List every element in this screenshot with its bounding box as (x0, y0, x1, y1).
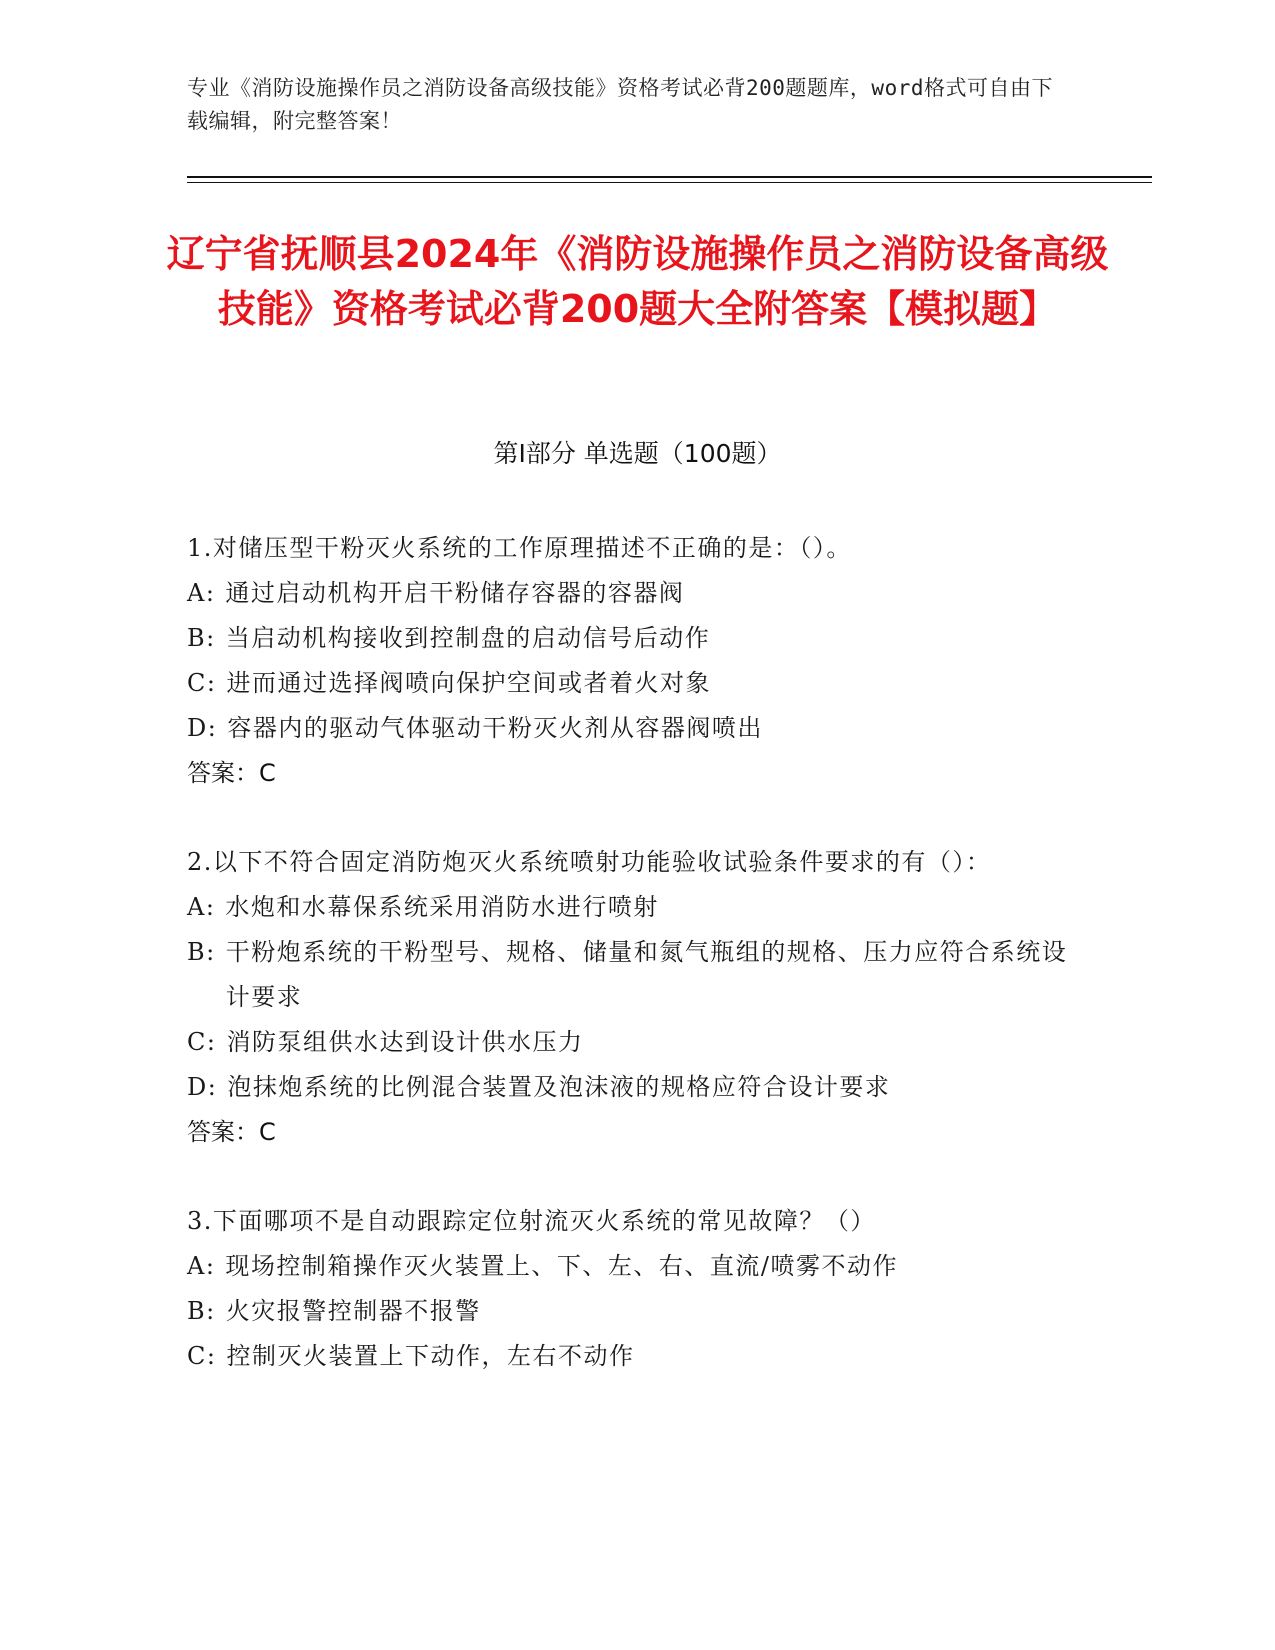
option-text: 控制灭火装置上下动作，左右不动作 (226, 1342, 635, 1370)
option-c (187, 1020, 1077, 1065)
option-key: D: (187, 1073, 218, 1101)
option-text: 现场控制箱操作灭火装置上、下、左、右、直流/喷雾不动作 (225, 1252, 899, 1280)
option-text: 容器内的驱动气体驱动干粉灭火剂从容器阀喷出 (227, 714, 763, 742)
option-key: A: (187, 1252, 216, 1280)
header-rule-thin (187, 182, 1152, 183)
option-text: 水炮和水幕保系统采用消防水进行喷射 (225, 893, 659, 921)
option-c (187, 1334, 1077, 1379)
option-b (187, 616, 1077, 661)
section-title: 第Ⅰ部分 单选题（100题） (493, 439, 782, 468)
question-3 (187, 1199, 1077, 1379)
question-stem: 2.以下不符合固定消防炮灭火系统喷射功能验收试验条件要求的有（）： (187, 848, 992, 876)
option-text: 消防泵组供水达到设计供水压力 (226, 1028, 584, 1056)
option-key: A: (187, 579, 216, 607)
option-key: C: (187, 1342, 217, 1370)
question-stem: 1.对储压型干粉灭火系统的工作原理描述不正确的是：（）。 (187, 534, 852, 562)
option-a (187, 571, 1077, 616)
option-a (187, 1244, 1077, 1289)
option-b (187, 1289, 1077, 1334)
option-text: 通过启动机构开启干粉储存容器的容器阀 (225, 579, 685, 607)
answer-line: 答案：C (187, 759, 276, 787)
option-key: B: (187, 624, 216, 652)
option-key: B: (187, 938, 216, 966)
option-b (187, 930, 1077, 1020)
option-key: A: (187, 893, 216, 921)
option-d (187, 1065, 1077, 1110)
option-text: 当启动机构接收到控制盘的启动信号后动作 (225, 624, 711, 652)
answer-line: 答案：C (187, 1118, 276, 1146)
document-title: 辽宁省抚顺县2024年《消防设施操作员之消防设备高级技能》资格考试必背200题大全附答案【模拟题】 (166, 232, 1109, 331)
question-list (187, 526, 1077, 1423)
header-rule (187, 176, 1152, 178)
option-key: C: (187, 669, 217, 697)
question-1 (187, 526, 1077, 796)
option-text: 干粉炮系统的干粉型号、规格、储量和氮气瓶组的规格、压力应符合系统设计要求 (225, 938, 1068, 1011)
header-note: 专业《消防设施操作员之消防设备高级技能》资格考试必背200题题库，word格式可自由下载编辑，附完整答案！ (187, 76, 1053, 133)
question-stem: 3.下面哪项不是自动跟踪定位射流灭火系统的常见故障？（） (187, 1207, 876, 1235)
option-key: C: (187, 1028, 217, 1056)
question-2 (187, 840, 1077, 1155)
option-key: B: (187, 1297, 216, 1325)
option-d (187, 706, 1077, 751)
option-key: D: (187, 714, 218, 742)
option-text: 泡抹炮系统的比例混合装置及泡沫液的规格应符合设计要求 (227, 1073, 891, 1101)
option-text: 火灾报警控制器不报警 (225, 1297, 481, 1325)
option-a (187, 885, 1077, 930)
option-text: 进而通过选择阀喷向保护空间或者着火对象 (226, 669, 711, 697)
option-c (187, 661, 1077, 706)
